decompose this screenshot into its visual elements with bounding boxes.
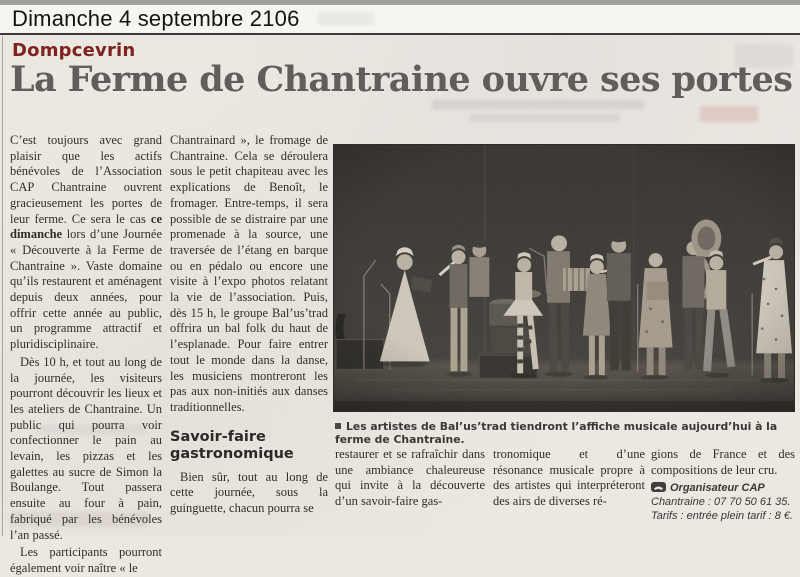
bleed-through-artifact [318,12,374,25]
phone-number-line: Chantraine : 07 70 50 61 35. [651,496,791,509]
paragraph-text: lors d’une Journée « Découverte à la Ferme de Chantraine ». Vaste domaine qu’ils restaurent et aménagent depuis deux années, pour offrir cette année au public, un programme attractif et pluridisciplinaire. [10,227,162,352]
bold-inline-text: ce dimanche [10,211,162,242]
column-hairline [2,36,3,536]
article-column-5 [651,447,795,523]
stage-photo [333,144,795,412]
article-column-2 [170,133,328,517]
paragraph: restaurer et se rafraîchir dans une ambiance chaleureuse qui invite à la découverte d’un savoir-faire gas- [335,447,485,509]
article-column-1 [10,133,162,577]
paragraph-text: C’est toujours avec grand plaisir que les actifs bénévoles de l’Association CAP Chantraine ouvrent gracieusement les portes de leur ferme. Ce sera le cas [10,133,162,226]
practical-info-block [651,481,795,523]
photo-caption-text: Les artistes de Bal’us’trad tiendront l’affiche musicale aujourd’hui à la ferme de Chantraine. [335,420,778,446]
organizer-line [651,481,795,495]
paragraph: tronomique et d’une résonance musicale propre à des artistes qui interpréteront des airs de diverses ré- [493,447,645,509]
article-headline: La Ferme de Chantraine ouvre ses portes [10,59,793,100]
bleed-through-artifact [470,114,620,122]
town-kicker: Dompcevrin [12,40,136,61]
phone-icon [651,482,666,492]
header-rule [0,33,800,35]
paragraph: gions de France et des compositions de leur cru. [651,447,795,477]
photo-caption [335,420,795,446]
paragraph [10,133,162,353]
paragraph: Les participants pourront également voir naître « le [10,545,162,575]
tariff-line: Tarifs : entrée plein tarif : 8 €. [651,510,794,523]
paragraph: Chantrainard », le fromage de Chantraine. Cela se déroulera sous le petit chapiteau avec les explications de Benoît, le fromager. Entre-temps, il sera possible de se distraire par une promenade à la source, une traversée de l’étang en barque ou en pédalo ou encore une visite à l’expo photos relatant la vie de l’association. Puis, dès 15 h, le groupe Bal’us’trad offrira un bal folk du haut de l’esplanade. Pour faire entrer tout le monde dans la danse, les musiciens montreront les pas aux non-initiés aux danses traditionnelles. [170,133,328,414]
bleed-through-artifact [432,100,644,109]
organizer-text: Organisateur CAP [670,482,765,495]
article-column-4 [493,447,645,510]
section-subhead: Savoir-faire gastronomique [170,428,294,462]
caption-square-icon [335,423,341,429]
bleed-through-artifact [700,106,758,122]
article-column-3 [335,447,485,510]
stage-photo-illustration [334,145,794,411]
paragraph: Dès 10 h, et tout au long de la journée, les visiteurs pourront découvrir les lieux et les ateliers de Chantraine. Un public qui pourra voir confectionner le pain au levain, les pizzas et les galettes au sucre de Simon la Boulange. Tout passera ensuite au four à pain, fabriqué par les bénévoles l’an passé. [10,354,162,542]
paragraph: Bien sûr, tout au long de cette journée, sous la guinguette, chacun pourra se [170,469,328,516]
edition-date: Dimanche 4 septembre 2106 [12,6,300,31]
